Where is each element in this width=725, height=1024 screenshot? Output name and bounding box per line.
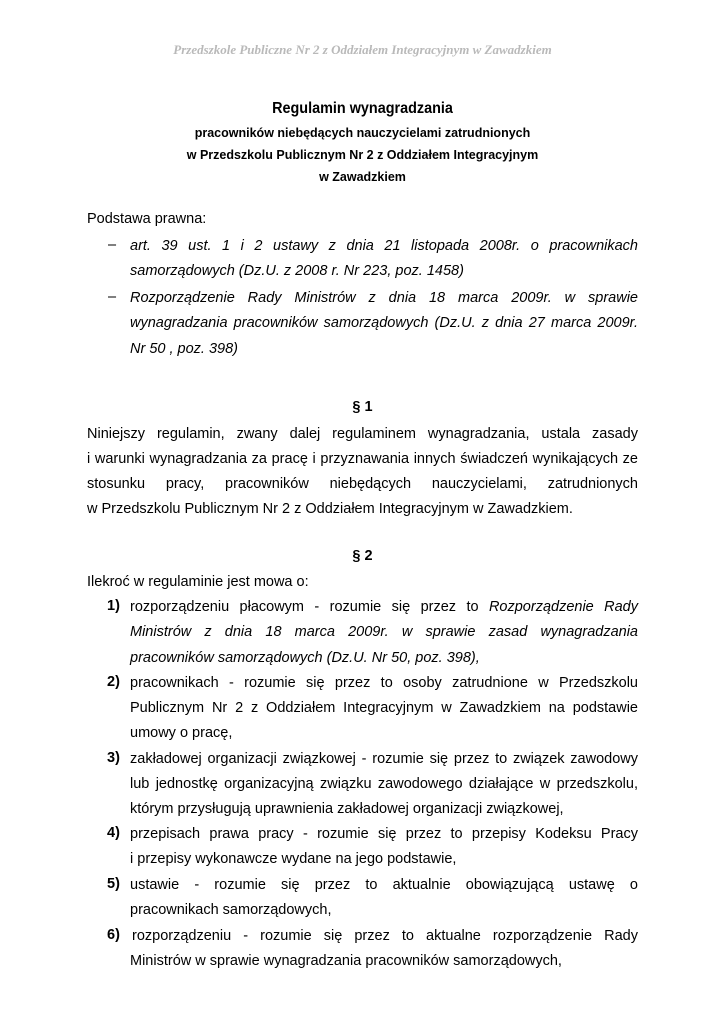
list-item-number: 4) — [107, 825, 120, 841]
list-item-number: 5) — [107, 876, 120, 892]
list-item-number: 3) — [107, 750, 120, 766]
item-2-line-2: Publicznym Nr 2 z Oddziałem Integracyjnym w Zawadzkiem na podstawie — [130, 700, 638, 716]
item-2-line-3: umowy o pracę, — [130, 725, 233, 741]
item-2-line-1: pracownikach - rozumie się przez to osoby zatrudnione w Przedszkolu — [130, 675, 638, 691]
item-1-line-3: pracowników samorządowych (Dz.U. Nr 50, poz. 398), — [130, 650, 480, 666]
legal-basis-label: Podstawa prawna: — [87, 211, 207, 227]
section-1-line-1: Niniejszy regulamin, zwany dalej regulaminem wynagradzania, ustala zasady — [87, 426, 638, 442]
item-5-line-2: pracownikach samorządowych, — [130, 902, 332, 918]
list-item-number: 1) — [107, 598, 120, 614]
item-3-line-2: lub jednostkę organizacyjną związku zawodowego działające w przedszkolu, — [130, 776, 638, 792]
legal-basis-item-2-line-3: Nr 50 , poz. 398) — [130, 341, 238, 357]
item-3-line-1: zakładowej organizacji związkowej - rozumie się przez to związek zawodowy — [130, 751, 638, 767]
item-5-line-1: ustawie - rozumie się przez to aktualnie obowiązującą ustawę o — [130, 877, 638, 893]
section-2-heading: § 2 — [352, 548, 373, 564]
item-3-line-3: którym przysługują uprawnienia zakładowej organizacji związkowej, — [130, 801, 564, 817]
section-1-line-2: i warunki wynagradzania za pracę i przyznawania innych świadczeń wynikających ze — [87, 451, 638, 467]
item-1-line-1-prefix: rozporządzeniu płacowym - rozumie się przez to — [130, 599, 489, 615]
item-4-line-1: przepisach prawa pracy - rozumie się przez to przepisy Kodeksu Pracy — [130, 826, 638, 842]
list-item-number: 2) — [107, 674, 120, 690]
page-header: Przedszkole Publiczne Nr 2 z Oddziałem Integracyjnym w Zawadzkiem — [173, 42, 552, 57]
bullet-dash: – — [108, 289, 117, 305]
document-title: Regulamin wynagradzania — [272, 100, 453, 117]
list-item-number: 6) — [107, 927, 120, 943]
subtitle-line-1: pracowników niebędących nauczycielami zatrudnionych — [194, 126, 531, 140]
legal-basis-item-1-line-1: art. 39 ust. 1 i 2 ustawy z dnia 21 listopada 2008r. o pracownikach — [130, 238, 638, 254]
subtitle-line-2: w Przedszkolu Publicznym Nr 2 z Oddziałem Integracyjnym — [186, 148, 539, 162]
subtitle-line-3: w Zawadzkiem — [319, 170, 406, 184]
section-1-line-3: stosunku pracy, pracowników niebędących nauczycielami, zatrudnionych — [87, 476, 638, 492]
item-1-line-2: Ministrów z dnia 18 marca 2009r. w sprawie zasad wynagradzania — [130, 624, 638, 640]
item-1-line-1 — [130, 598, 638, 616]
legal-basis-item-2-line-1: Rozporządzenie Rady Ministrów z dnia 18 marca 2009r. w sprawie — [130, 290, 638, 306]
legal-basis-item-2-line-2: wynagradzania pracowników samorządowych (Dz.U. z dnia 27 marca 2009r. — [130, 315, 638, 331]
item-6-line-2: Ministrów w sprawie wynagradzania pracowników samorządowych, — [130, 953, 562, 969]
item-1-line-1-italic: Rozporządzenie Rady — [488, 599, 638, 615]
bullet-dash: – — [108, 237, 117, 253]
legal-basis-item-1-line-2: samorządowych (Dz.U. z 2008 r. Nr 223, poz. 1458) — [130, 263, 464, 279]
section-2-intro: Ilekroć w regulaminie jest mowa o: — [87, 574, 309, 590]
item-6-line-1: rozporządzeniu - rozumie się przez to aktualne rozporządzenie Rady — [132, 928, 638, 944]
section-1-heading: § 1 — [352, 399, 373, 415]
item-4-line-2: i przepisy wykonawcze wydane na jego podstawie, — [130, 851, 457, 867]
section-1-line-4: w Przedszkolu Publicznym Nr 2 z Oddziałem Integracyjnym w Zawadzkiem. — [87, 501, 573, 517]
